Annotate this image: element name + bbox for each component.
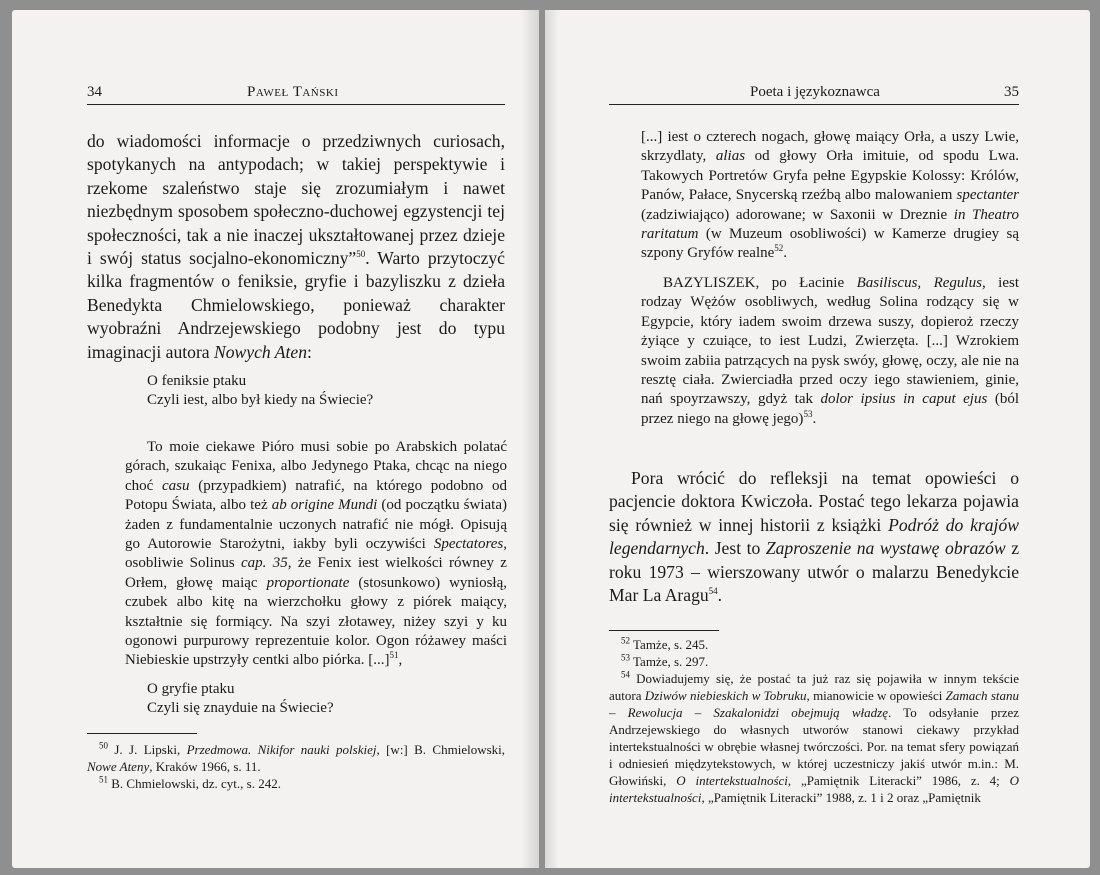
left-page-header xyxy=(87,84,505,105)
right-page xyxy=(545,10,1090,868)
gutter-shadow xyxy=(521,10,539,868)
verse-line: Czyli się znayduie na Świecie? xyxy=(147,700,334,717)
block-quote-griffin: [...] iest o czterech nogach, głowę maiący Orła, a uszy Lwie, skrzydlaty, alias od głowy Orła imituie, od spodu Lwa. Takowych Portretów Gryfa pełne Egypskie Kolossy: Królów, Panów, Pałace, Snycerską rzeźbą albo malowaniem spectanter (zadziwiająco) adorowane; w Saxonii w Dreznie in Theatro raritatum (w Muzeum osobliwości) w Kamerze drugiey są szpony Gryfów realne$^{52}$. xyxy=(641,129,1019,262)
verse-quote-phoenix xyxy=(147,372,507,411)
block-quote-phoenix: To moie ciekawe Pióro musi sobie po Arabskich polatać górach, szukaiąc Fenixa, albo Jedynego Ptaka, chcąc na niego choć casu (przypadkiem) natrafić, na którego podobno od Potopu Świata, albo też ab origine Mundi (od początku świata) żaden z fundamentalnie uczonych natrafić nie mógł. Opisują go Autorowie Starożytni, iakby byli oczywiści Spectatores, osobliwie Solinus cap. 35, że Fenix iest wielkości równey z Orłem, głowę maiąc proportionate (stosunkowo) wyniosłą, czubek albo kitę na wierzchołku głowy z piórek maiący, kształtnie się formiący. Na szyi złotawey, niżey szyi y ku ogonowi purpurowy reprezentuie kolor. Ogon różawey maści Niebieskie upstrzyły centki albo piórka. [...]$^{51}$, xyxy=(125,439,507,669)
block-quote-basilisk: BAZYLISZEK, po Łacinie Basiliscus, Regulus, iest rodzay Wężów osobliwych, według Solina rodzący się w Egypcie, który iadem swoim drzewa suszy, dopieroż rzeczy żyiące y czuiące, to iest Ludzi, Zwierzęta. [...] Wzrokiem swoim zabiia patrzących na pysk swóy, głowę, oczy, ale nie na resztę ciała. Zwierciadła przed oczy iego stawieniem, ginie, nań spoyrzawszy, gdyż tak dolor ipsius in caput ejus (ból przez niego na głowę jego)$^{53}$. xyxy=(641,275,1019,427)
running-head: Paweł Tański xyxy=(247,84,339,100)
verse-line: Czyli iest, albo był kiedy na Świecie? xyxy=(147,392,374,409)
footnote-50: $^{50}$ J. J. Lipski, Przedmowa. Nikifor nauki polskiej, [w:] B. Chmielowski, Nowe Ateny, Kraków 1966, s. 11. xyxy=(87,740,506,774)
footnotes xyxy=(87,741,505,792)
footnote-53: $^{53}$ Tamże, s. 297. xyxy=(621,652,709,669)
main-text xyxy=(87,130,505,364)
page-number: 35 xyxy=(1004,84,1019,100)
paragraph: do wiadomości informacje o przedziwnych curiosach, spotykanych na antypodach; w takiej perspektywie i rzekome szaleństwo staje się zrozumiałym i nawet niezbędnym sposobem społeczno-duchowej egzystencji tej społeczności, tak a nie inaczej ukształtowanej przez dzieje i swój status socjalno-ekonomiczny”$^{50}$. Warto przytoczyć kilka fragmentów o feniksie, gryfie i bazyliszku z dzieła Benedykta Chmielowskiego, ponieważ charakter wyobraźni Andrzejewskiego podobny jest do typu imaginacji autora Nowych Aten: xyxy=(87,131,505,362)
verse-line: O gryfie ptaku xyxy=(147,681,235,697)
right-page-header xyxy=(609,84,1019,105)
footnote-ref: 50 xyxy=(356,249,366,260)
paragraph: Pora wrócić do refleksji na temat opowieści o pacjencie doktora Kwiczoła. Postać tego lekarza pojawia się również w innej historii z książki Podróż do krajów legendarnych. Jest to Zaproszenie na wystawę obrazów z roku 1973 – wierszowany utwór o malarzu Benedykcie Mar La Aragu$^{54}$. xyxy=(609,468,1019,606)
gutter-shadow xyxy=(545,10,559,868)
footnote-52: $^{52}$ Tamże, s. 245. xyxy=(621,635,709,652)
verse-line: O feniksie ptaku xyxy=(147,373,247,389)
footnote-ref: 53 xyxy=(803,408,813,419)
left-page xyxy=(12,10,539,868)
verse-quote-griffin xyxy=(147,680,507,719)
main-text xyxy=(609,467,1019,607)
footnote-ref: 54 xyxy=(708,586,718,597)
footnote-51: $^{51}$ B. Chmielowski, dz. cyt., s. 242. xyxy=(99,774,281,791)
running-head: Poeta i językoznawca xyxy=(750,84,880,100)
footnotes xyxy=(609,636,1019,806)
footnote-divider xyxy=(609,630,719,631)
footnote-54: $^{54}$ Dowiadujemy się, że postać ta już raz się pojawiła w innym tekście autora Dziwów niebieskich w Tobruku, mianowicie w opowieści Zamach stanu – Rewolucja – Szakalonidzi obejmują władzę. To odsyłanie przez Andrzejewskiego do własnych utworów stanowi ciekawy przykład intertekstualności w obrębie własnej twórczości. Por. na temat sfery powiązań i odniesień międzytekstowych, w której uczestniczy jakiś utwór m.in.: M. Głowiński, O intertekstualności, „Pamiętnik Literacki” 1986, z. 4; O intertekstualności, „Pamiętnik Literacki” 1988, z. 1 i 2 oraz „Pamiętnik xyxy=(609,669,1020,805)
footnote-divider xyxy=(87,733,197,734)
page-number: 34 xyxy=(87,84,102,100)
footnote-ref: 52 xyxy=(774,243,784,254)
footnote-ref: 51 xyxy=(389,650,399,661)
